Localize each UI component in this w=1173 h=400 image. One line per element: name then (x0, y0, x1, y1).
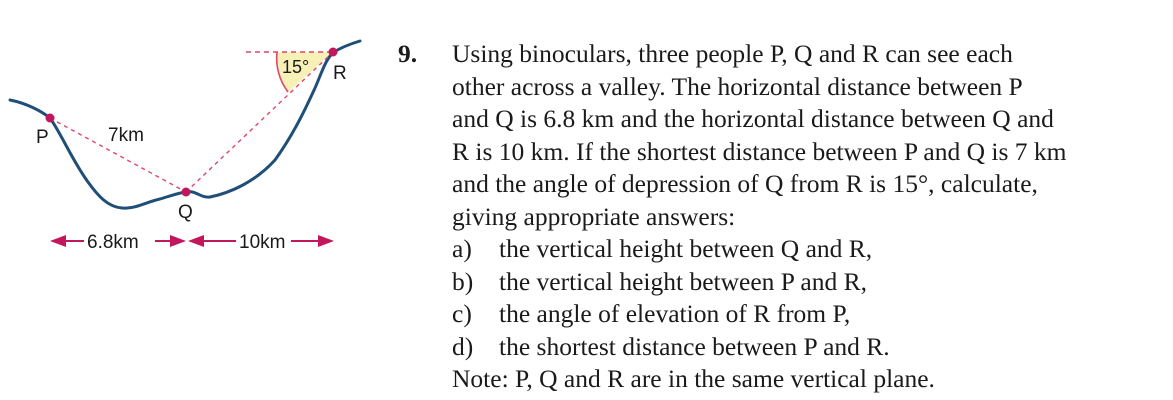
part-letter: c) (452, 299, 472, 328)
dimension-pq (50, 232, 186, 253)
label-distance-pq: 7km (108, 125, 144, 146)
point-r-marker (329, 48, 338, 57)
question-line: other across a valley. The horizontal distance between P (452, 71, 1023, 101)
line-qr (186, 52, 333, 192)
part-letter: b) (452, 266, 474, 296)
part-text: the angle of elevation of R from P, (499, 299, 851, 328)
question-line: R is 10 km. If the shortest distance between P and Q is 7 km (452, 136, 1067, 166)
question-line: Using binoculars, three people P, Q and R can see each (452, 39, 1013, 68)
label-p: P (36, 127, 49, 148)
point-p-marker (46, 114, 55, 123)
label-r: R (333, 63, 347, 84)
dimension-qr (188, 232, 334, 253)
question-line: and the angle of depression of Q from R is 15°, calculate, (452, 169, 1038, 198)
label-q: Q (178, 202, 193, 223)
label-angle: 15° (282, 57, 310, 77)
part-letter: a) (452, 234, 472, 263)
question-part-d (452, 331, 1168, 364)
question-part-a (452, 233, 1168, 266)
part-text: the vertical height between P and R, (499, 266, 867, 296)
part-letter: d) (452, 331, 474, 361)
question-body (452, 38, 1168, 396)
question-note: Note: P, Q and R are in the same vertical plane. (452, 364, 935, 393)
question-line: giving appropriate answers: (452, 201, 736, 231)
part-text: the shortest distance between P and R. (499, 331, 890, 361)
question-number: 9. (398, 39, 418, 68)
point-q-marker (182, 188, 191, 197)
question-part-b (452, 266, 1168, 299)
label-horizontal-pq: 6.8km (87, 232, 139, 253)
valley-diagram (0, 0, 395, 400)
part-text: the vertical height between Q and R, (499, 234, 873, 263)
question-part-c (452, 298, 1168, 331)
question-line: and Q is 6.8 km and the horizontal distance between Q and (452, 104, 1054, 133)
label-horizontal-qr: 10km (239, 232, 286, 253)
